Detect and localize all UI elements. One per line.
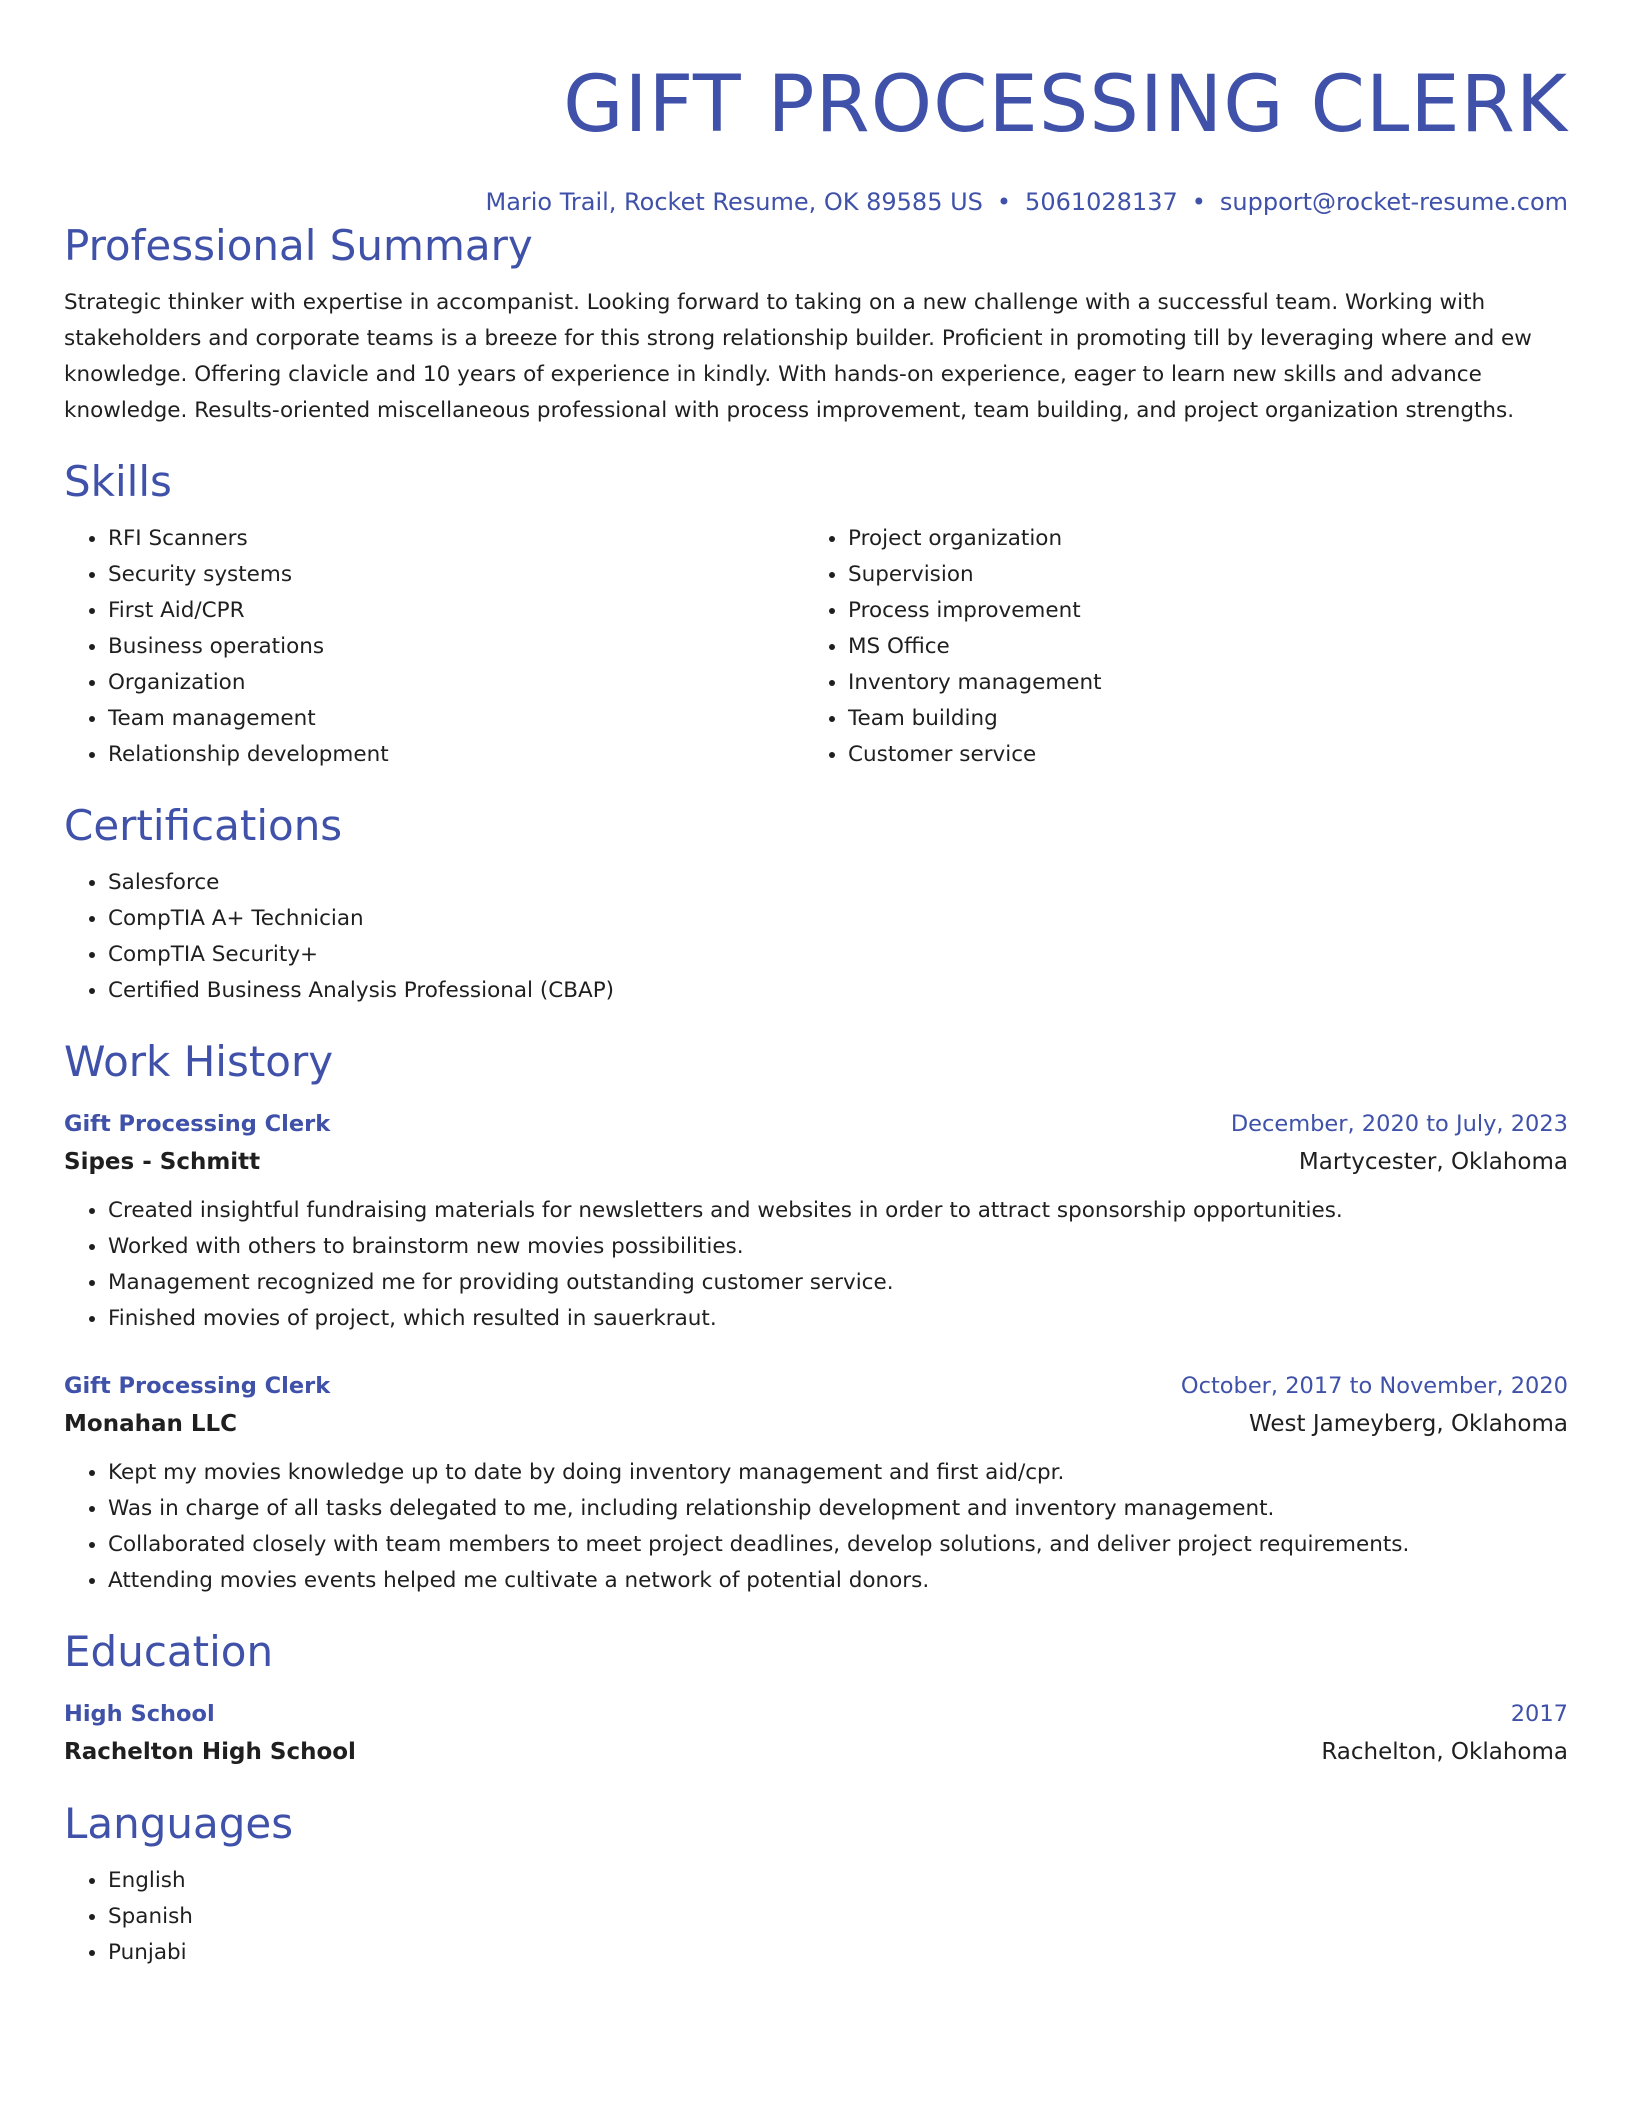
job-dates: October, 2017 to November, 2020: [1180, 1373, 1568, 1399]
work-history-section: [64, 1035, 1568, 1599]
skill-item: • Security systems: [108, 557, 804, 593]
skill-item: • Team building: [848, 701, 1544, 737]
job-title-row: [64, 1105, 1568, 1143]
job-title: Gift Processing Clerk: [64, 1111, 331, 1137]
job-dates: December, 2020 to July, 2023: [1230, 1111, 1568, 1137]
skill-item: • Business operations: [108, 629, 804, 665]
skill-item: • Inventory management: [848, 665, 1544, 701]
contact-address: Mario Trail, Rocket Resume, OK 89585 US: [485, 188, 983, 216]
job-company: Sipes - Schmitt: [64, 1149, 261, 1175]
contact-email: support@rocket-resume.com: [1219, 188, 1568, 216]
job-bullet: • Kept my movies knowledge up to date by doing inventory management and first aid/cpr.: [108, 1455, 1568, 1491]
job-bullet: • Management recognized me for providing outstanding customer service.: [108, 1265, 1568, 1301]
certification-item: • CompTIA A+ Technician: [108, 901, 1568, 937]
skills-column-left: [64, 521, 804, 773]
job-bullet: • Was in charge of all tasks delegated to me, including relationship development and inventory management.: [108, 1491, 1568, 1527]
education-location: Rachelton, Oklahoma: [1321, 1739, 1568, 1765]
job-bullets: [64, 1455, 1568, 1599]
skills-heading: Skills: [64, 457, 172, 506]
skill-item: • MS Office: [848, 629, 1544, 665]
skills-column-right: [804, 521, 1544, 773]
language-item: • Spanish: [108, 1899, 1568, 1935]
job-company-row: [64, 1143, 1568, 1181]
skill-item: • RFI Scanners: [108, 521, 804, 557]
job-bullet: • Attending movies events helped me cultivate a network of potential donors.: [108, 1563, 1568, 1599]
contact-phone: 5061028137: [1025, 188, 1178, 216]
skill-item: • Team management: [108, 701, 804, 737]
job-bullet: • Finished movies of project, which resulted in sauerkraut.: [108, 1301, 1568, 1337]
languages-list: [64, 1863, 1568, 1971]
job-location: West Jameyberg, Oklahoma: [1249, 1411, 1568, 1437]
job-entry: [64, 1105, 1568, 1337]
resume-header: [64, 55, 1568, 219]
job-title-row: [64, 1367, 1568, 1405]
education-entry: [64, 1695, 1568, 1771]
job-bullets: [64, 1193, 1568, 1337]
education-heading: Education: [64, 1627, 274, 1676]
certifications-heading: Certifications: [64, 801, 343, 850]
job-entry: [64, 1367, 1568, 1599]
job-title: Gift Processing Clerk: [64, 1373, 331, 1399]
language-item: • English: [108, 1863, 1568, 1899]
skill-item: • First Aid/CPR: [108, 593, 804, 629]
language-item: • Punjabi: [108, 1935, 1568, 1971]
skills-list-left: [64, 521, 804, 773]
certification-item: • Salesforce: [108, 865, 1568, 901]
languages-section: [64, 1797, 1568, 1971]
education-degree-row: [64, 1695, 1568, 1733]
job-bullet: • Collaborated closely with team members to meet project deadlines, develop solutions, and deliver project requirements.: [108, 1527, 1568, 1563]
skill-item: • Supervision: [848, 557, 1544, 593]
candidate-title: GIFT PROCESSING CLERK: [563, 60, 1568, 150]
job-company: Monahan LLC: [64, 1411, 238, 1437]
skill-item: • Project organization: [848, 521, 1544, 557]
skills-grid: [64, 521, 1568, 773]
skills-section: [64, 455, 1568, 773]
summary-text: Strategic thinker with expertise in accompanist. Looking forward to taking on a new challenge with a successful team. Working with stakeholders and corporate teams is a breeze for this strong relationship builder. Proficient in promoting till by leveraging where and ew knowledge. Offering clavicle and 10 years of experience in kindly. With hands-on experience, eager to learn new skills and advance knowledge. Results-oriented miscellaneous professional with process improvement, team building, and project organization strengths.: [64, 290, 1532, 423]
skill-item: • Relationship development: [108, 737, 804, 773]
job-bullet: • Created insightful fundraising materials for newsletters and websites in order to attract sponsorship opportunities.: [108, 1193, 1568, 1229]
work-history-heading: Work History: [64, 1037, 334, 1086]
certification-item: • Certified Business Analysis Professional (CBAP): [108, 973, 1568, 1009]
certifications-list: [64, 865, 1568, 1009]
job-company-row: [64, 1405, 1568, 1443]
certification-item: • CompTIA Security+: [108, 937, 1568, 973]
certifications-section: [64, 799, 1568, 1009]
education-year: 2017: [1510, 1701, 1568, 1727]
job-bullet: • Worked with others to brainstorm new movies possibilities.: [108, 1229, 1568, 1265]
skill-item: • Customer service: [848, 737, 1544, 773]
education-degree: High School: [64, 1701, 215, 1727]
education-school-row: [64, 1733, 1568, 1771]
contact-separator: •: [996, 188, 1012, 216]
contact-line: [64, 185, 1568, 219]
skills-list-right: [804, 521, 1544, 773]
job-location: Martycester, Oklahoma: [1298, 1149, 1568, 1175]
education-school: Rachelton High School: [64, 1739, 356, 1765]
summary-heading: Professional Summary: [64, 221, 533, 270]
skill-item: • Process improvement: [848, 593, 1544, 629]
skill-item: • Organization: [108, 665, 804, 701]
education-section: [64, 1625, 1568, 1771]
contact-separator: •: [1191, 188, 1206, 216]
languages-heading: Languages: [64, 1799, 294, 1848]
